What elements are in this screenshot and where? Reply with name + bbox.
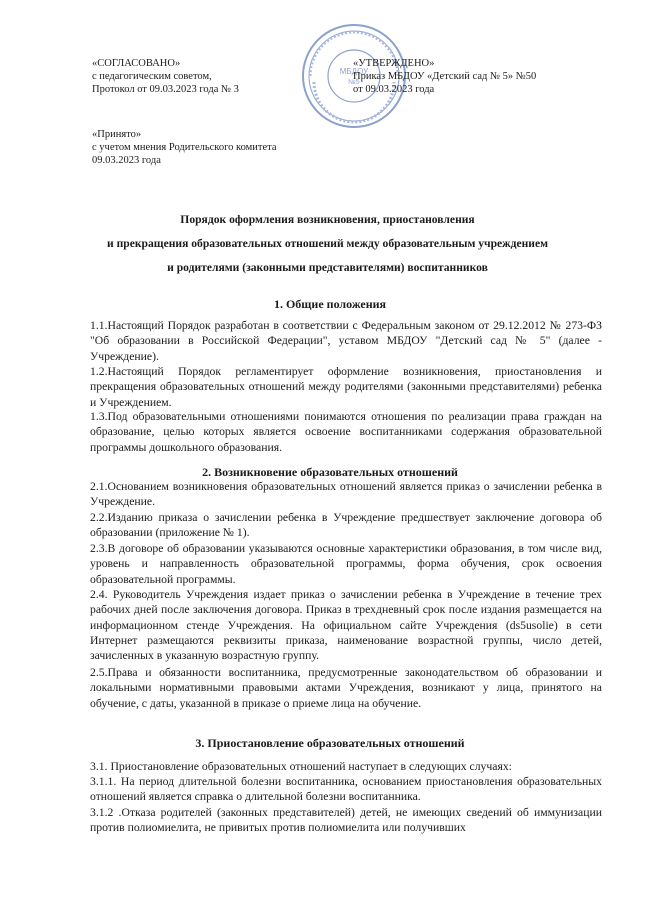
paragraph-1-2: 1.2.Настоящий Порядок регламентирует оформление возникновения, приостановления и прекращения образовательных отношений между родителями (законными представителями) ребенка и Учреждением. [90,365,602,409]
title-line-3: и родителями (законными представителями) воспитанников [167,261,488,274]
document-title [40,208,615,280]
accepted-block [92,128,277,167]
svg-text:№5: №5 [348,79,360,86]
paragraph-1-1: 1.1.Настоящий Порядок разработан в соответствии с Федеральным законом от 29.12.2012 № 273-ФЗ "Об образовании в Российской Федерации", уставом МБДОУ "Детский сад № 5" (далее - Учреждение). [90,319,602,363]
paragraph-3-1-1: 3.1.1. На период длительной болезни воспитанника, основанием приостановления образовательных отношений является справка о длительной болезни воспитанника. [90,775,602,804]
accepted-label: «Принято» [92,129,142,140]
paragraph-2-5: 2.5.Права и обязанности воспитанника, предусмотренные законодательством об образовании и локальными нормативными правовыми актами Учреждения, возникают у лица, принятого на обучение, с даты, указанной в приказе о приеме лица на обучение. [90,666,602,710]
approved-date: от 09.03.2023 года [353,84,435,95]
paragraph-2-2: 2.2.Изданию приказа о зачислении ребенка в Учреждение предшествует заключение договора об образовании (приложение № 1). [90,511,602,540]
section-heading: 3. Приостановление образовательных отношений [195,736,465,750]
paragraph-3-1: 3.1. Приостановление образовательных отношений наступает в следующих случаях: [90,760,512,773]
accepted-date: 09.03.2023 года [92,155,161,166]
section-heading: 2. Возникновение образовательных отношений [202,465,458,479]
approval-body: с педагогическим советом, [92,71,212,82]
paragraph-2-1: 2.1.Основанием возникновения образовательных отношений является приказ о зачислении ребенка в Учреждение. [90,480,602,509]
title-line-2: и прекращения образовательных отношений между образовательным учреждением [107,237,548,250]
paragraph-2-4: 2.4. Руководитель Учреждения издает приказ о зачислении ребенка в Учреждение в течение трех рабочих дней после заключения договора. Приказ в трехдневный срок после издания размещается на информационном стенде Учреждения. На официальном сайте Учреждения (ds5usolie) в сети Интернет размещаются реквизиты приказа, наименование возрастной группы, число детей, зачисленных в указанную возрастную группу. [90,588,602,663]
paragraph-1-3: 1.3.Под образовательными отношениями понимаются отношения по реализации права граждан на образование, целью которых является освоение воспитанниками содержания образовательной программы дошкольного образования. [90,410,602,454]
section-heading: 1. Общие положения [273,297,387,311]
paragraph-2-3: 2.3.В договоре об образовании указываются основные характеристики образования, в том числе вид, уровень и направленность образовательной программы, форма обучения, срок освоения образовательной программы. [90,542,602,586]
approved-order: Приказ МБДОУ «Детский сад № 5» №50 [353,71,537,82]
approval-label: «СОГЛАСОВАНО» [92,58,181,69]
approval-block-left [92,57,239,96]
title-line-1: Порядок оформления возникновения, приостановления [180,213,475,226]
accepted-body: с учетом мнения Родительского комитета [92,142,277,153]
approved-block-right [353,57,536,96]
approval-protocol: Протокол от 09.03.2023 года № 3 [92,84,239,95]
svg-text:МБДОУ: МБДОУ [339,67,369,76]
approved-label: «УТВЕРЖДЕНО» [353,58,435,69]
paragraph-3-1-2: 3.1.2 .Отказа родителей (законных представителей) детей, не имеющих сведений об иммунизации против полиомиелита, не привитых против полиомиелита или получивших [90,806,602,835]
